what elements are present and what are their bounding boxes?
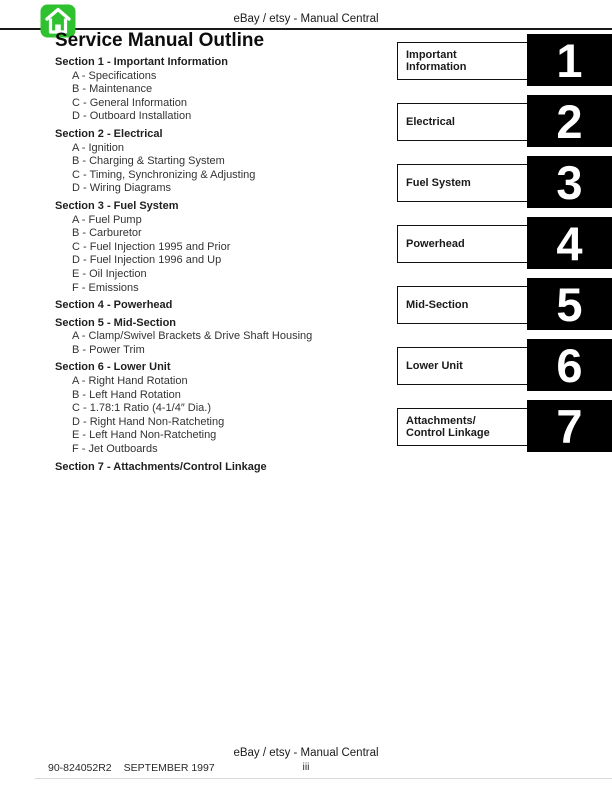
tab-number-7[interactable]: 7 — [527, 400, 612, 452]
section-heading-7: Section 7 - Attachments/Control Linkage — [55, 460, 267, 473]
tab-label-line: Powerhead — [406, 237, 465, 250]
section-heading-3: Section 3 - Fuel System — [55, 199, 179, 212]
tab-label-line: Control Linkage — [406, 427, 490, 439]
section-item: F - Emissions — [72, 281, 139, 294]
section-item: D - Right Hand Non-Ratcheting — [72, 415, 225, 428]
section-item: C - Fuel Injection 1995 and Prior — [72, 240, 231, 253]
section-item: A - Specifications — [72, 69, 157, 82]
section-item: B - Carburetor — [72, 227, 142, 240]
section-heading-5: Section 5 - Mid-Section — [55, 316, 177, 329]
doc-date: SEPTEMBER 1997 — [123, 762, 215, 774]
section-item: A - Right Hand Rotation — [72, 375, 188, 388]
section-heading-6: Section 6 - Lower Unit — [55, 361, 171, 374]
section-item: D - Outboard Installation — [72, 110, 192, 123]
tab-label-5[interactable] — [397, 286, 529, 324]
section-item: A - Clamp/Swivel Brackets & Drive Shaft Housing — [72, 330, 313, 343]
tab-number-4[interactable]: 4 — [527, 217, 612, 269]
outline — [55, 56, 400, 474]
tab-column — [397, 0, 612, 470]
section-item: C - Timing, Synchronizing & Adjusting — [72, 168, 256, 181]
section-item: E - Oil Injection — [72, 267, 147, 280]
section-heading-1: Section 1 - Important Information — [55, 56, 228, 68]
tab-row-5 — [397, 278, 612, 330]
tab-label-1[interactable] — [397, 42, 529, 80]
doc-number: 90-824052R2 — [48, 762, 112, 774]
section-item: A - Fuel Pump — [72, 213, 142, 226]
page-number: iii — [302, 761, 310, 773]
tab-row-1 — [397, 34, 612, 86]
tab-number-1[interactable]: 1 — [527, 34, 612, 86]
header-title: eBay / etsy - Manual Central — [233, 13, 379, 25]
section-item: D - Fuel Injection 1996 and Up — [72, 254, 222, 267]
tab-number-2[interactable]: 2 — [527, 95, 612, 147]
tab-label-7[interactable] — [397, 408, 529, 446]
tab-label-line: Electrical — [406, 115, 455, 128]
section-item: F - Jet Outboards — [72, 443, 158, 456]
tab-label-6[interactable] — [397, 347, 529, 385]
section-heading-4: Section 4 - Powerhead — [55, 299, 173, 312]
tab-row-4 — [397, 217, 612, 269]
section-item: D - Wiring Diagrams — [72, 182, 172, 195]
tab-row-7 — [397, 400, 612, 452]
section-item: C - 1.78:1 Ratio (4-1/4″ Dia.) — [72, 402, 212, 415]
tab-label-4[interactable] — [397, 225, 529, 263]
section-item: B - Power Trim — [72, 343, 145, 356]
section-item: A - Ignition — [72, 141, 124, 154]
tab-label-line: Mid-Section — [406, 298, 469, 311]
tab-row-6 — [397, 339, 612, 391]
tab-label-line: Attachments/ — [406, 414, 476, 427]
tab-label-3[interactable] — [397, 164, 529, 202]
tab-label-line: Fuel System — [406, 176, 471, 189]
tab-row-3 — [397, 156, 612, 208]
section-item: C - General Information — [72, 96, 187, 109]
tab-label-2[interactable] — [397, 103, 529, 141]
section-item: B - Left Hand Rotation — [72, 388, 181, 401]
section-heading-2: Section 2 - Electrical — [55, 127, 163, 140]
section-item: B - Charging & Starting System — [72, 155, 225, 168]
tab-number-6[interactable]: 6 — [527, 339, 612, 391]
section-item: E - Left Hand Non-Ratcheting — [72, 429, 217, 442]
tab-label-line: Lower Unit — [406, 359, 463, 372]
footer-title: eBay / etsy - Manual Central — [233, 747, 379, 759]
doc-number-line — [48, 762, 215, 774]
section-item: B - Maintenance — [72, 83, 153, 96]
tab-number-5[interactable]: 5 — [527, 278, 612, 330]
page-title: Service Manual Outline — [55, 30, 265, 51]
tab-row-2 — [397, 95, 612, 147]
tab-number-3[interactable]: 3 — [527, 156, 612, 208]
tab-label-line: Important — [406, 48, 457, 61]
tab-label-line: Information — [406, 61, 467, 73]
footer-rule — [35, 778, 612, 779]
